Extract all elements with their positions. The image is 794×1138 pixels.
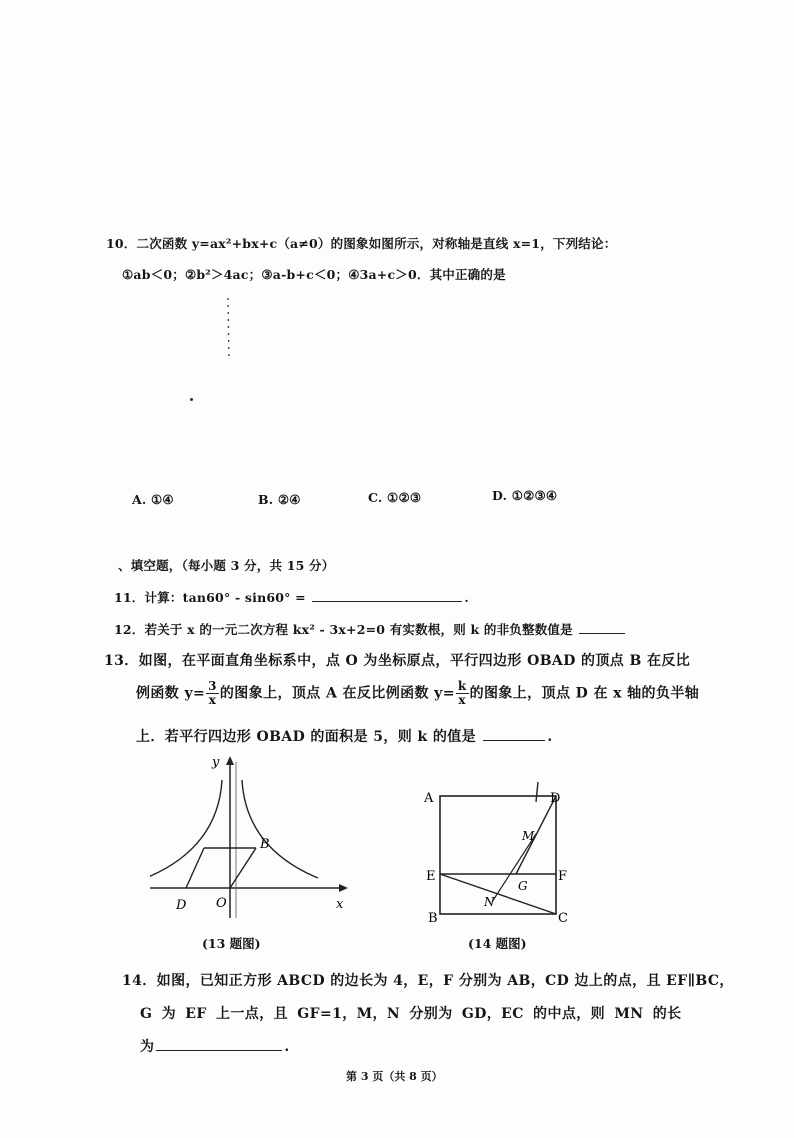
fig13-x-arrow (339, 884, 348, 892)
fig13-side-bo (230, 848, 256, 888)
fig13-label-o: O (216, 896, 227, 911)
q11-text: 11．计算：tan60° - sin60° = (114, 590, 306, 605)
section-title: 、填空题，（每小题 3 分，共 15 分） (118, 558, 335, 573)
frac1-numerator: 3 (208, 679, 217, 693)
q14-line2: G 为 EF 上一点，且 GF=1，M，N 分别为 GD，EC 的中点，则 MN 的长 (140, 1006, 682, 1022)
fig13-label-x: x (336, 897, 344, 912)
fig13-y-arrow (226, 756, 234, 765)
fig14-segment-ec (440, 874, 556, 914)
q10-option-a: A. ①④ (132, 492, 174, 507)
q13-line2-a: 例函数 y= (136, 685, 206, 702)
q14-line3-text: 为 (140, 1039, 155, 1055)
q13-line3-end: . (547, 729, 553, 745)
q13-line2 (136, 680, 699, 707)
q11 (114, 588, 469, 606)
q13-line2-c: 的图象上，顶点 D 在 x 轴的负半轴 (469, 685, 700, 702)
fig14-label-n: N (484, 895, 495, 909)
fig14-label-e: E (426, 869, 436, 884)
fig13-label-y: y (212, 755, 220, 770)
fig14-label-m: M (522, 829, 535, 843)
q12-text: 12．若关于 x 的一元二次方程 kx² - 3x+2=0 有实数根，则 k 的非负整数值是 (114, 622, 573, 637)
figure-13 (150, 752, 360, 922)
frac2-numerator: k (457, 679, 467, 693)
q11-answer-blank (312, 600, 462, 602)
q10-graph-dot (190, 398, 193, 401)
fig13-curve-left (150, 780, 222, 878)
q11-end: . (464, 590, 469, 605)
fig13-label-d: D (176, 898, 187, 913)
q10-option-d: D. ①②③④ (492, 488, 558, 503)
fig14-segment-mn (492, 834, 536, 902)
fig14-square (440, 796, 556, 914)
fig14-label-g: G (518, 879, 528, 893)
q13-fraction-1 (206, 680, 219, 707)
fig14-label-c: C (558, 911, 568, 926)
q10-line1: 10．二次函数 y=ax²+bx+c（a≠0）的图象如图所示，对称轴是直线 x=1，下列结论： (106, 236, 617, 251)
q13-line2-b: 的图象上，顶点 A 在反比例函数 y= (219, 685, 455, 702)
fig13-curve-right (242, 780, 318, 878)
q14-line3 (140, 1036, 290, 1056)
frac1-denominator: x (208, 693, 217, 707)
q13-line3-text: 上．若平行四边形 OBAD 的面积是 5，则 k 的值是 (136, 729, 477, 745)
q10-option-b: B. ②④ (258, 492, 301, 507)
figure-14 (420, 776, 580, 926)
q12-answer-blank (579, 632, 625, 634)
q10-graph-remnant (220, 290, 240, 410)
q14-line3-end: . (284, 1039, 290, 1055)
q12 (114, 620, 627, 638)
page-footer: 第 3 页（共 8 页） (346, 1070, 443, 1083)
q13-line3 (136, 726, 553, 746)
fig14-label-f: F (558, 869, 568, 884)
fig14-label-d: D (550, 791, 561, 806)
frac2-denominator: x (458, 693, 466, 707)
fig13-caption: (13 题图) (202, 936, 261, 951)
fig13-label-b: B (260, 837, 270, 852)
fig14-label-b: B (428, 911, 438, 926)
fig14-mark (536, 782, 538, 802)
q13-fraction-2 (456, 680, 469, 707)
q14-line1: 14．如图，已知正方形 ABCD 的边长为 4，E，F 分别为 AB，CD 边上的点，且 EF∥BC， (122, 973, 734, 989)
fig14-label-a: A (424, 791, 434, 806)
fig14-caption: (14 题图) (468, 936, 527, 951)
fig13-side-ad (186, 848, 204, 888)
q10-option-c: C. ①②③ (368, 490, 422, 505)
q13-answer-blank (483, 739, 545, 741)
q13-line1: 13．如图，在平面直角坐标系中，点 O 为坐标原点，平行四边形 OBAD 的顶点 B 在反比 (104, 653, 691, 669)
q10-line2: ①ab＜0；②b²＞4ac；③a-b+c＜0；④3a+c＞0．其中正确的是 (122, 267, 506, 282)
q14-answer-blank (156, 1049, 282, 1051)
